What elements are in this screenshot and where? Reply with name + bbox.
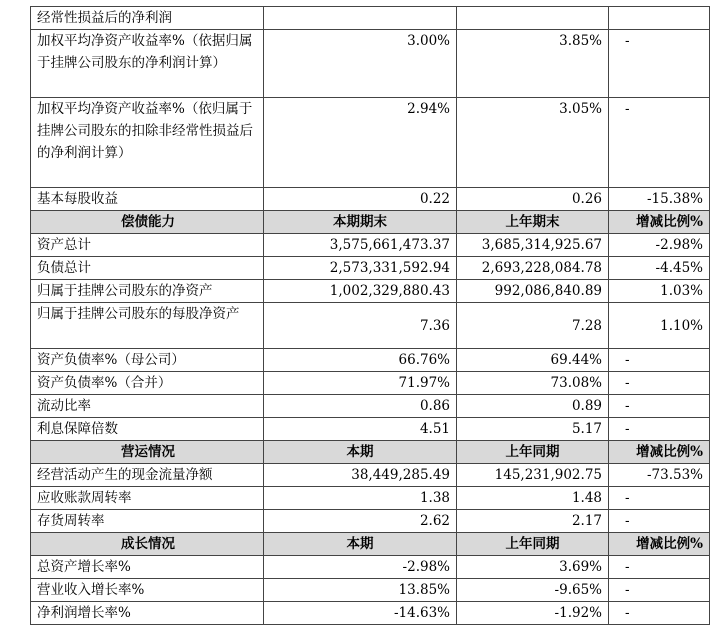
prior-value: 7.28 [457,303,609,349]
table-row [31,395,710,418]
table-row [31,487,710,510]
financial-indicators-table [30,6,710,625]
row-label: 基本每股收益 [31,188,264,211]
table-row [31,372,710,395]
table-row [31,257,710,280]
current-value: 13.85% [264,579,457,602]
row-label: 偿债能力 [31,211,264,234]
change-percent: 增减比例% [609,211,710,234]
prior-value: 2,693,228,084.78 [457,257,609,280]
row-label: 应收账款周转率 [31,487,264,510]
row-label: 资产负债率%（合并） [31,372,264,395]
row-label: 归属于挂牌公司股东的净资产 [31,280,264,303]
table-section-header [31,441,710,464]
change-percent: -2.98% [609,234,710,257]
row-label: 存货周转率 [31,510,264,533]
current-value: 4.51 [264,418,457,441]
current-value: 本期 [264,441,457,464]
current-value: 1,002,329,880.43 [264,280,457,303]
current-value: 66.76% [264,349,457,372]
change-percent: - [609,372,710,395]
row-label: 资产负债率%（母公司） [31,349,264,372]
current-value: 71.97% [264,372,457,395]
prior-value: 73.08% [457,372,609,395]
change-percent: - [609,98,710,188]
table-row [31,579,710,602]
row-label: 负债总计 [31,257,264,280]
prior-value: 5.17 [457,418,609,441]
table-row [31,98,710,188]
prior-value: 0.26 [457,188,609,211]
prior-value: 992,086,840.89 [457,280,609,303]
change-percent: - [609,602,710,625]
prior-value: 1.48 [457,487,609,510]
current-value: 3.00% [264,30,457,98]
change-percent: -73.53% [609,464,710,487]
prior-value: 2.17 [457,510,609,533]
table-row [31,7,710,30]
change-percent: - [609,487,710,510]
table-section-header [31,533,710,556]
prior-value: -1.92% [457,602,609,625]
change-percent: - [609,510,710,533]
table-row [31,303,710,349]
current-value: 7.36 [264,303,457,349]
change-percent: 增减比例% [609,441,710,464]
current-value: 2.62 [264,510,457,533]
row-label: 流动比率 [31,395,264,418]
table-row [31,510,710,533]
change-percent: 1.10% [609,303,710,349]
prior-value: 3.69% [457,556,609,579]
row-label: 加权平均净资产收益率%（依据归属于挂牌公司股东的净利润计算） [31,30,264,98]
current-value: -14.63% [264,602,457,625]
prior-value: 3.05% [457,98,609,188]
change-percent: - [609,349,710,372]
change-percent: - [609,395,710,418]
change-percent: 1.03% [609,280,710,303]
change-percent: -15.38% [609,188,710,211]
current-value: 0.22 [264,188,457,211]
current-value: 2,573,331,592.94 [264,257,457,280]
prior-value: 3,685,314,925.67 [457,234,609,257]
current-value: -2.98% [264,556,457,579]
table-body [31,7,710,625]
row-label: 归属于挂牌公司股东的每股净资产 [31,303,264,349]
prior-value [457,7,609,30]
current-value: 3,575,661,473.37 [264,234,457,257]
change-percent: 增减比例% [609,533,710,556]
prior-value: 上年同期 [457,533,609,556]
current-value [264,7,457,30]
row-label: 营业收入增长率% [31,579,264,602]
row-label: 营运情况 [31,441,264,464]
row-label: 总资产增长率% [31,556,264,579]
current-value: 2.94% [264,98,457,188]
table-row [31,602,710,625]
row-label: 经营活动产生的现金流量净额 [31,464,264,487]
row-label: 成长情况 [31,533,264,556]
prior-value: 69.44% [457,349,609,372]
change-percent: - [609,30,710,98]
table-row [31,234,710,257]
row-label: 利息保障倍数 [31,418,264,441]
change-percent: - [609,579,710,602]
table-row [31,30,710,98]
table-row [31,349,710,372]
table-row [31,280,710,303]
current-value: 本期 [264,533,457,556]
row-label: 资产总计 [31,234,264,257]
table-row [31,418,710,441]
change-percent: -4.45% [609,257,710,280]
change-percent [609,7,710,30]
prior-value: -9.65% [457,579,609,602]
current-value: 本期期末 [264,211,457,234]
current-value: 0.86 [264,395,457,418]
prior-value: 145,231,902.75 [457,464,609,487]
row-label: 净利润增长率% [31,602,264,625]
table-row [31,556,710,579]
table-row [31,464,710,487]
prior-value: 上年期末 [457,211,609,234]
current-value: 38,449,285.49 [264,464,457,487]
prior-value: 0.89 [457,395,609,418]
row-label: 经常性损益后的净利润 [31,7,264,30]
table-section-header [31,211,710,234]
prior-value: 上年同期 [457,441,609,464]
table-row [31,188,710,211]
prior-value: 3.85% [457,30,609,98]
current-value: 1.38 [264,487,457,510]
change-percent: - [609,418,710,441]
change-percent: - [609,556,710,579]
row-label: 加权平均净资产收益率%（依归属于挂牌公司股东的扣除非经常性损益后的净利润计算） [31,98,264,188]
